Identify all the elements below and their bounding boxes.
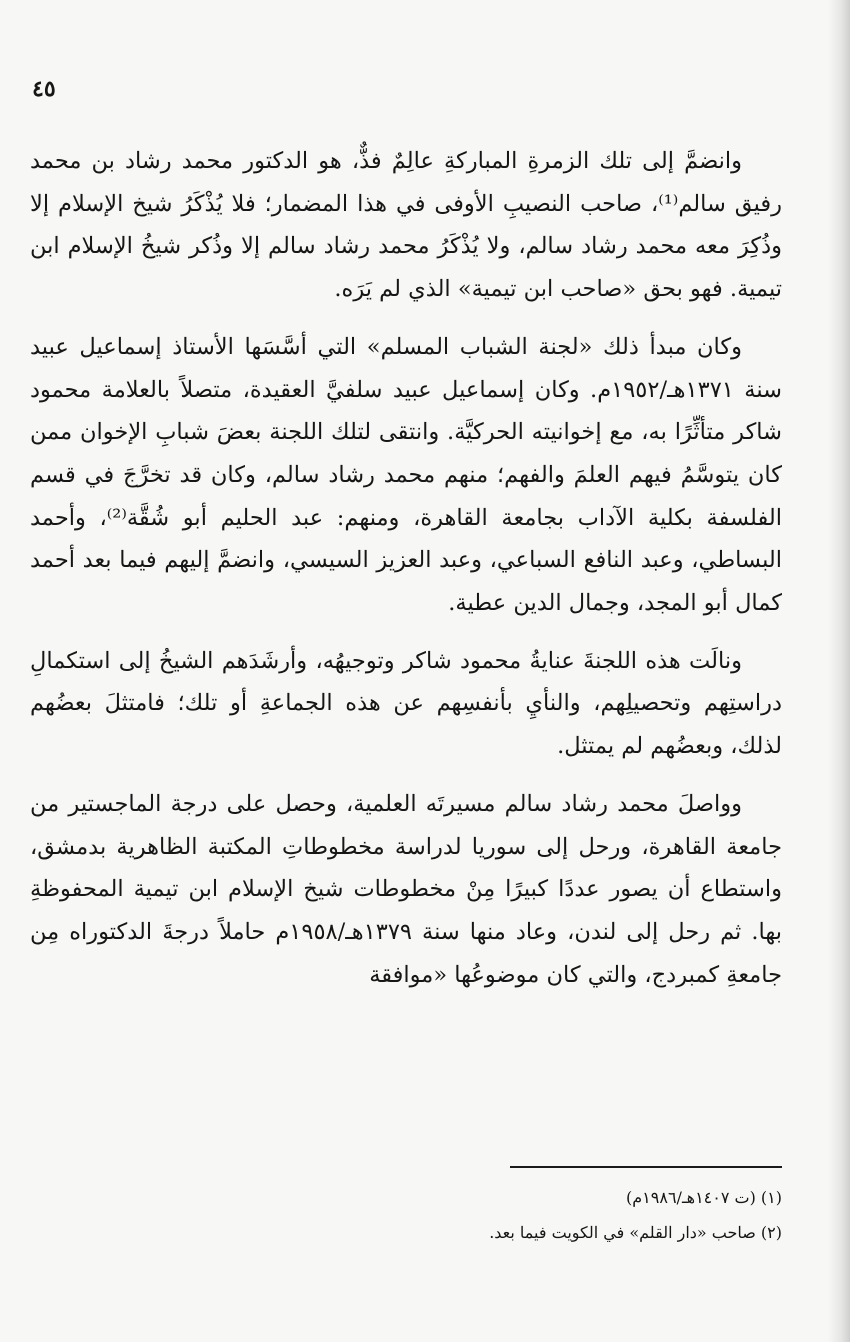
page-edge-shadow — [828, 0, 850, 1342]
paragraph-3: ونالَت هذه اللجنةَ عنايةُ محمود شاكر وتوجيهُه، وأرشَدَهم الشيخُ إلى استكمالِ دراستِهم وتحصيلِهم، والنأيِ بأنفسِهم عن هذه الجماعةِ أو تلك؛ فامتثلَ بعضُهم لذلك، وبعضُهم لم يمتثل. — [30, 647, 782, 760]
main-text — [30, 140, 782, 996]
paragraph-4: وواصلَ محمد رشاد سالم مسيرتَه العلمية، وحصل على درجة الماجستير من جامعة القاهرة، ورحل إلى سوريا لدراسة مخطوطاتِ المكتبة الظاهرية بدمشق، واستطاع أن يصور عددًا كبيرًا مِنْ مخطوطات شيخ الإسلام ابن تيمية المحفوظةِ بها. ثم رحل إلى لندن، وعاد منها سنة ١٣٧٩هـ/١٩٥٨م حاملاً درجةَ الدكتوراه مِن جامعةِ كمبردج، والتي كان موضوعُها «موافقة — [30, 790, 782, 988]
footnote-2: (٢) صاحب «دار القلم» في الكويت فيما بعد. — [489, 1223, 782, 1242]
footnote-separator — [510, 1166, 782, 1168]
footnote-1: (١) (ت ١٤٠٧هـ/١٩٨٦م) — [626, 1188, 782, 1207]
paragraph-2: وكان مبدأ ذلك «لجنة الشباب المسلم» التي أسَّسَها الأستاذ إسماعيل عبيد سنة ١٣٧١هـ/١٩٥٢م. وكان إسماعيل عبيد سلفيَّ العقيدة، متصلاً بالعلامة محمود شاكر متأثِّرًا به، مع إخوانيته الحركيَّة. وانتقى لتلك اللجنة بعضَ شبابِ الإخوان ممن كان يتوسَّمُ فيهم العلمَ والفهم؛ منهم محمد رشاد سالم، وكان قد تخرَّجَ في قسم الفلسفة بكلية الآداب بجامعة القاهرة، ومنهم: عبد الحليم أبو شُقَّة⁽²⁾، وأحمد البساطي، وعبد النافع السباعي، وعبد العزيز السيسي، وانضمَّ إليهم فيما بعد أحمد كمال أبو المجد، وجمال الدين عطية. — [30, 333, 782, 617]
footnotes — [82, 1180, 782, 1250]
page-number: ٤٥ — [32, 76, 56, 102]
paragraph-1: وانضمَّ إلى تلك الزمرةِ المباركةِ عالِمٌ فذٌّ، هو الدكتور محمد رشاد بن محمد رفيق سالم⁽¹⁾، صاحب النصيبِ الأوفى في هذا المضمار؛ فلا يُذْكَرُ شيخ الإسلام إلا وذُكِرَ معه محمد رشاد سالم، ولا يُذْكَرُ محمد رشاد سالم إلا وذُكر شيخُ الإسلام ابن تيمية. فهو بحق «صاحب ابن تيمية» الذي لم يَرَه. — [30, 148, 782, 303]
